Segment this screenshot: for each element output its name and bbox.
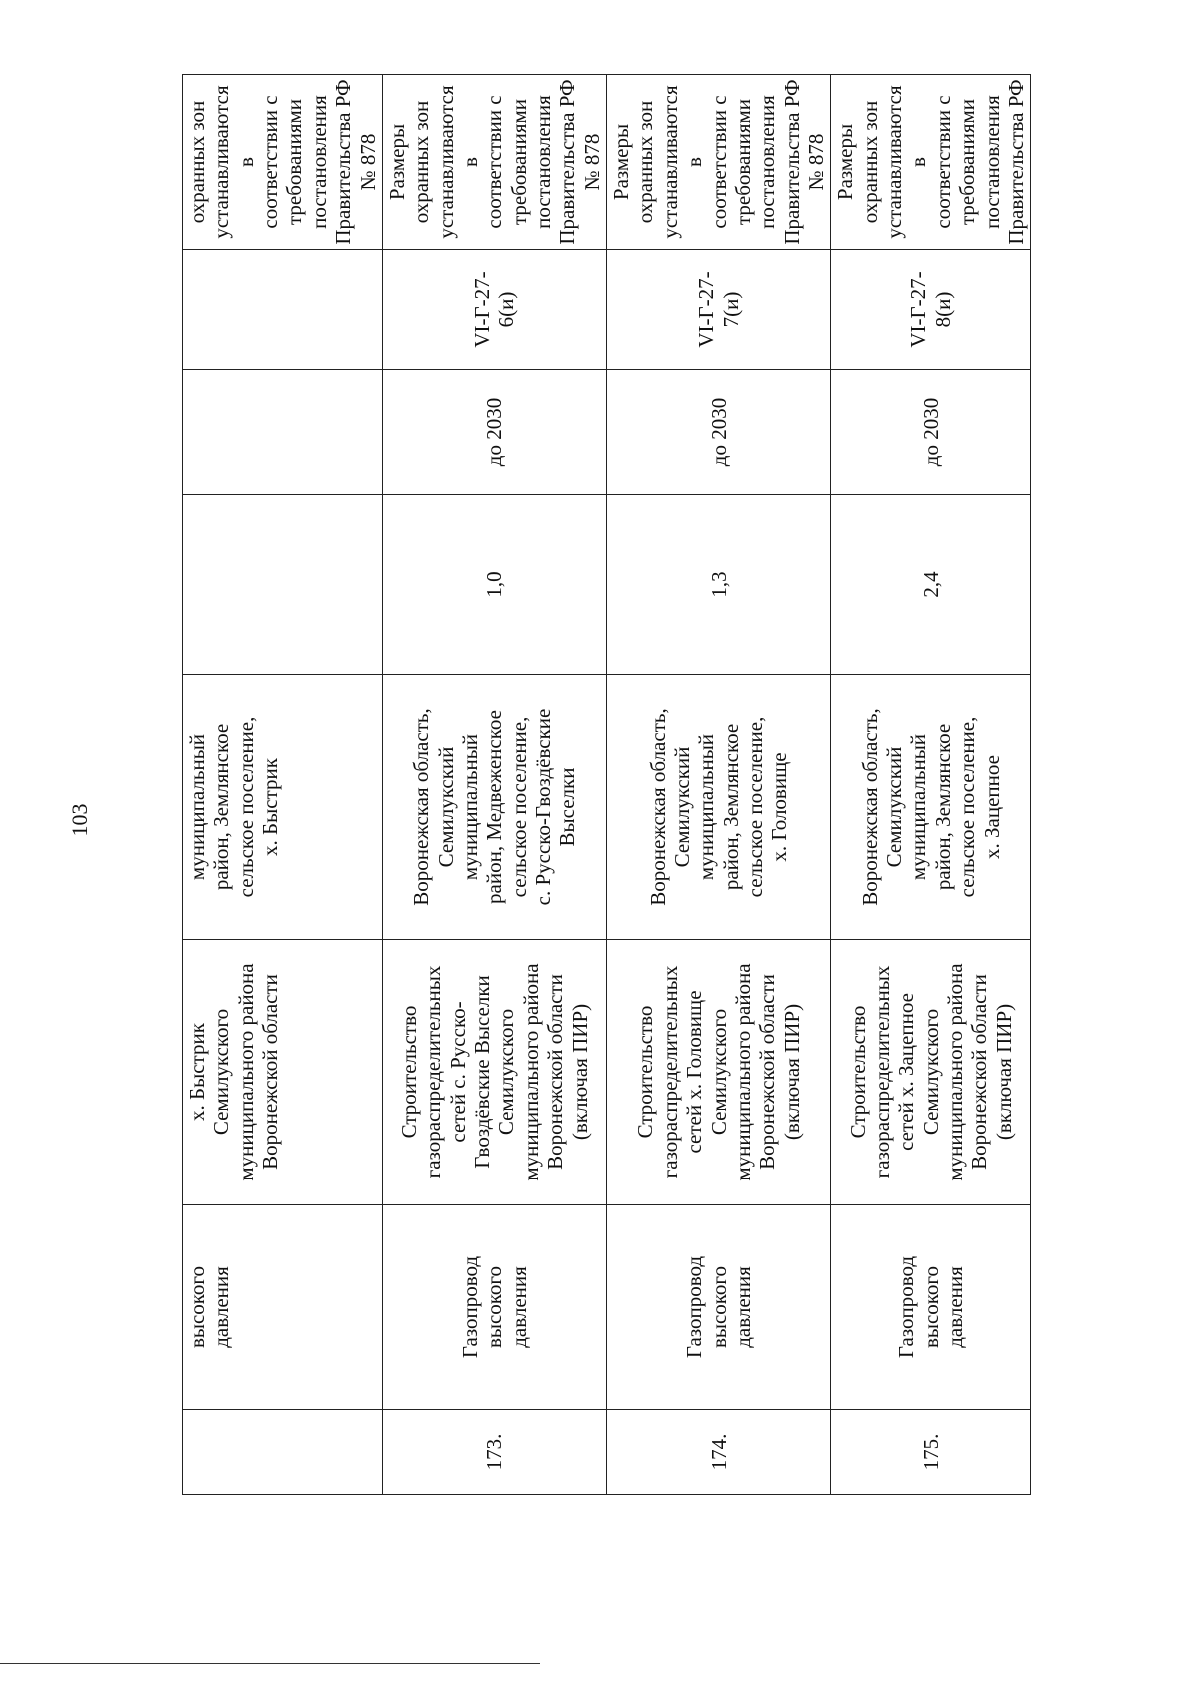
object-code: VI-Г-27-6(и) xyxy=(382,250,606,370)
object-type: высокого давления xyxy=(183,1205,383,1410)
object-term: до 2030 xyxy=(607,370,831,495)
object-code: VI-Г-27-8(и) xyxy=(831,250,1031,370)
object-length: 2,4 xyxy=(831,495,1031,675)
protection-zone: Размеры охранных зон устанавливаются в соответствии с требованиями постановления Правительства РФ № 878 xyxy=(382,75,606,250)
gas-pipeline-table xyxy=(182,74,1031,1495)
object-location: Воронежская область, Семилукский муниципальный район, Медвеженское сельское поселение, с. Русско-Гвоздёвские Выселки xyxy=(382,675,606,940)
object-type: Газопровод высокого давления xyxy=(382,1205,606,1410)
object-location: Воронежская область, Семилукский муниципальный район, Землянское сельское поселение, х. Головище xyxy=(607,675,831,940)
row-number: 173. xyxy=(382,1410,606,1495)
page-number: 103 xyxy=(67,803,92,837)
row-number: 175. xyxy=(831,1410,1031,1495)
object-type: Газопровод высокого давления xyxy=(831,1205,1031,1410)
row-number: 174. xyxy=(607,1410,831,1495)
object-type: Газопровод высокого давления xyxy=(607,1205,831,1410)
protection-zone: Размеры охранных зон устанавливаются в соответствии с требованиями постановления Правительства РФ xyxy=(831,75,1031,250)
table-row xyxy=(382,75,606,1495)
object-length xyxy=(183,495,383,675)
object-name: Строительство газораспределительных сетей х. Зацепное Семилукского муниципального района Воронежской области (включая ПИР) xyxy=(831,940,1031,1205)
object-name: х. Быстрик Семилукского муниципального района Воронежской области xyxy=(183,940,383,1205)
object-length: 1,3 xyxy=(607,495,831,675)
rotated-table-sheet xyxy=(182,75,1031,1495)
row-number xyxy=(183,1410,383,1495)
protection-zone: охранных зон устанавливаются в соответствии с требованиями постановления Правительства РФ № 878 xyxy=(183,75,383,250)
table-row xyxy=(607,75,831,1495)
object-code xyxy=(183,250,383,370)
object-location: Воронежская область, Семилукский муниципальный район, Землянское сельское поселение, х. Зацепное xyxy=(831,675,1031,940)
table-row xyxy=(183,75,383,1495)
object-name: Строительство газораспределительных сетей х. Головище Семилукского муниципального района Воронежской области (включая ПИР) xyxy=(607,940,831,1205)
table-row xyxy=(831,75,1031,1495)
footer-rule xyxy=(0,1663,540,1664)
object-code: VI-Г-27-7(и) xyxy=(607,250,831,370)
object-term: до 2030 xyxy=(831,370,1031,495)
object-term: до 2030 xyxy=(382,370,606,495)
object-location: муниципальный район, Землянское сельское поселение, х. Быстрик xyxy=(183,675,383,940)
protection-zone: Размеры охранных зон устанавливаются в соответствии с требованиями постановления Правительства РФ № 878 xyxy=(607,75,831,250)
object-term xyxy=(183,370,383,495)
object-length: 1,0 xyxy=(382,495,606,675)
object-name: Строительство газораспределительных сетей с. Русско- Гвоздёвские Выселки Семилукского муниципального района Воронежской области (включая ПИР) xyxy=(382,940,606,1205)
